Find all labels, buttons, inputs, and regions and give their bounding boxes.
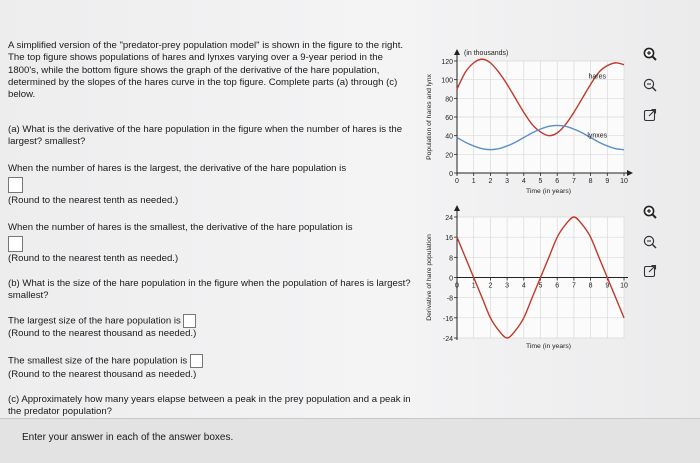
popout-icon[interactable] <box>641 106 659 124</box>
chart1-x-tick-label: 9 <box>605 178 610 185</box>
chart1-x-tick-label: 5 <box>538 178 543 185</box>
chart2-y-tick-label: -24 <box>442 336 453 343</box>
chart1-x-axis-label: Time (in years) <box>525 188 572 195</box>
chart1-y-tick-label: 80 <box>445 96 453 104</box>
zoom-in-icon-2[interactable] <box>641 203 659 221</box>
chart2-y-tick-label: 24 <box>445 215 453 222</box>
chart2-x-tick-label: 0 <box>455 282 459 290</box>
round-tenth-note-2: (Round to the nearest tenth as needed.) <box>8 253 179 264</box>
problem-intro: A simplified version of the "predator-prey population model" is shown in the figure to the right. The top figure shows populations of hares and lynxes varying over a 9-year period in the 1800's, while the bottom figure shows the graph of the derivative of the hare population, determined by the slopes of the hares curve in the top figure. Complete parts (a) through (c) below. <box>8 40 404 101</box>
chart1-y-tick-label: 20 <box>445 152 453 160</box>
zoom-out-icon[interactable] <box>641 76 659 94</box>
chart1-y-tick-label: 40 <box>445 133 453 141</box>
zoom-out-icon-2[interactable] <box>641 233 659 251</box>
a-smallest-prompt: When the number of hares is the smallest, the derivative of the hare population is <box>8 222 353 233</box>
a-largest-prompt: When the number of hares is the largest, the derivative of the hare population is <box>8 163 347 174</box>
chart2-y-tick-label: 8 <box>449 255 453 263</box>
chart1-series-label-lynxes: lynxes <box>587 132 608 140</box>
round-thousand-note: (Round to the nearest thousand as needed.) <box>8 328 197 339</box>
round-tenth-note: (Round to the nearest tenth as needed.) <box>8 195 179 206</box>
chart1-series-label-hares: hares <box>588 73 607 81</box>
zoom-in-icon[interactable] <box>641 45 659 63</box>
chart2-x-tick-label: 6 <box>555 282 560 290</box>
chart2-x-tick-label: 10 <box>620 282 628 290</box>
chart1-x-tick-label: 8 <box>588 178 593 185</box>
b-smallest-prompt: The smallest size of the hare population is <box>8 355 188 367</box>
chart2-x-tick-label: 4 <box>521 282 526 290</box>
chart1-x-tick-label: 1 <box>471 178 476 185</box>
chart1-y-tick-label: 100 <box>441 77 453 85</box>
chart1-y-tick-label: 0 <box>449 171 453 178</box>
chart1-x-tick-label: 6 <box>555 178 560 185</box>
chart2-x-tick-label: 7 <box>571 282 576 290</box>
chart1-x-tick-label: 4 <box>521 178 526 185</box>
chart1-y-axis-arrow <box>454 49 460 55</box>
chart1-y-axis-label: Population of hares and lynx <box>426 74 433 160</box>
chart1-x-tick-label: 0 <box>455 178 459 185</box>
popout-icon-2[interactable] <box>641 262 659 280</box>
chart2-x-tick-label: 9 <box>605 282 610 290</box>
chart1-x-axis-arrow <box>627 170 633 176</box>
chart2-y-axis-label: Derivative of hare population <box>426 234 433 321</box>
part-a-question: (a) What is the derivative of the hare population in the figure when the number of hares is the largest? smallest? <box>8 124 403 148</box>
b-largest-prompt: The largest size of the hare population is <box>8 315 181 327</box>
chart2-y-axis-arrow <box>454 205 460 211</box>
chart1-x-tick-label: 3 <box>505 178 510 185</box>
chart1-y-tick-label: 120 <box>441 59 453 66</box>
part-b-question: (b) What is the size of the hare population in the figure when the population of hares is largest? smallest? <box>8 278 411 302</box>
chart2-y-tick-label: -8 <box>446 295 453 303</box>
chart2-x-axis-label: Time (in years) <box>525 343 572 350</box>
footer-instruction: Enter your answer in each of the answer boxes. <box>22 432 234 443</box>
chart1-x-tick-label: 7 <box>571 178 576 185</box>
chart2-x-tick-label: 2 <box>488 282 493 290</box>
chart2-y-tick-label: 16 <box>445 235 453 243</box>
round-thousand-note-2: (Round to the nearest thousand as needed.) <box>8 369 197 380</box>
chart1-x-tick-label: 10 <box>620 178 628 185</box>
chart2-y-tick-label: -16 <box>442 315 453 323</box>
chart2-x-tick-label: 8 <box>588 282 593 290</box>
chart2-x-tick-label: 3 <box>505 282 510 290</box>
chart2-x-tick-label: 1 <box>471 282 476 290</box>
part-c-question: (c) Approximately how many years elapse between a peak in the prey population and a peak in the predator population? <box>8 394 411 418</box>
footer-bar <box>0 418 700 463</box>
chart2-x-tick-label: 5 <box>538 282 543 290</box>
chart1-y-tick-label: 60 <box>445 115 453 122</box>
chart2-y-tick-label: 0 <box>449 275 453 283</box>
chart1-unit-label: (in thousands) <box>464 50 509 57</box>
chart1-x-tick-label: 2 <box>488 178 493 185</box>
